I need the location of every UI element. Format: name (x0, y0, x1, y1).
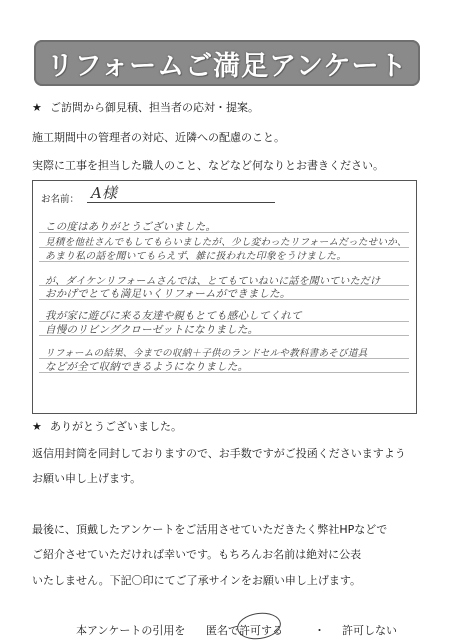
comment-line: 見積を他社さんでもしてもらいましたが、少し変わったリフォームだったせいか、 (45, 237, 407, 248)
comment-line: おかげでとても満足いくリフォームができました。 (45, 288, 291, 300)
thanks-heading (32, 418, 182, 434)
thanks-paragraph-line: ご紹介させていただければ幸いです。もちろんお名前は絶対に公表 (32, 548, 362, 561)
comment-line: が、ダイケンリフォームさんでは、とてもていねいに話を聞いていただけ (45, 276, 381, 287)
comment-line: などが全て収納できるようになりました。 (45, 361, 249, 373)
intro-line-1-text: ご訪問から御見積、担当者の応対・提案。 (50, 101, 259, 114)
comment-line: 自慢のリビングクローゼットになりました。 (45, 324, 259, 336)
consent-separator: ・ (314, 624, 325, 637)
survey-title: リフォームご満足アンケート (46, 50, 408, 82)
thanks-heading-text: ありがとうございました。 (50, 420, 182, 433)
consent-option-anonymous[interactable]: 匿名で許可する (206, 624, 283, 637)
thanks-paragraph-line: お願い申し上げます。 (32, 472, 142, 485)
intro-line-1 (32, 99, 259, 115)
thanks-paragraph-line: 最後に、頂戴したアンケートをご活用させていただきたく弊社HPなどで (32, 523, 388, 536)
intro-line-2: 施工期間中の管理者の対応、近隣への配慮のこと。 (32, 131, 285, 144)
consent-option-deny[interactable]: 許可しない (342, 624, 397, 637)
thanks-paragraph-line: いたしません。下記〇印にてご了承サインをお願い申し上げます。 (32, 574, 362, 587)
consent-prompt: 本アンケートの引用を (76, 624, 186, 637)
comment-line: リフォームの結果、今までの収納＋子供のランドセルや教科書あそび道具 (45, 348, 368, 359)
survey-title-banner (34, 40, 420, 86)
comment-line: 我が家に遊びに来る友達や親もとても感心してくれて (45, 310, 302, 322)
thanks-paragraph-line: 返信用封筒を同封しておりますので、お手数ですがご投函くださいますよう (32, 447, 406, 460)
star-icon: ★ (32, 101, 42, 114)
comment-line: この度はありがとうございました。 (45, 221, 217, 233)
name-underline (87, 202, 275, 203)
intro-line-3: 実際に工事を担当した職人のこと、などなど何なりとお書きください。 (32, 159, 384, 172)
comment-line: あまり私の話を聞いてもらえず、雑に扱われた印象をうけました。 (45, 251, 347, 262)
comment-form-box (32, 180, 417, 414)
name-label: お名前： (41, 194, 80, 205)
name-field-value[interactable]: A様 (91, 184, 117, 202)
star-icon: ★ (32, 420, 42, 433)
